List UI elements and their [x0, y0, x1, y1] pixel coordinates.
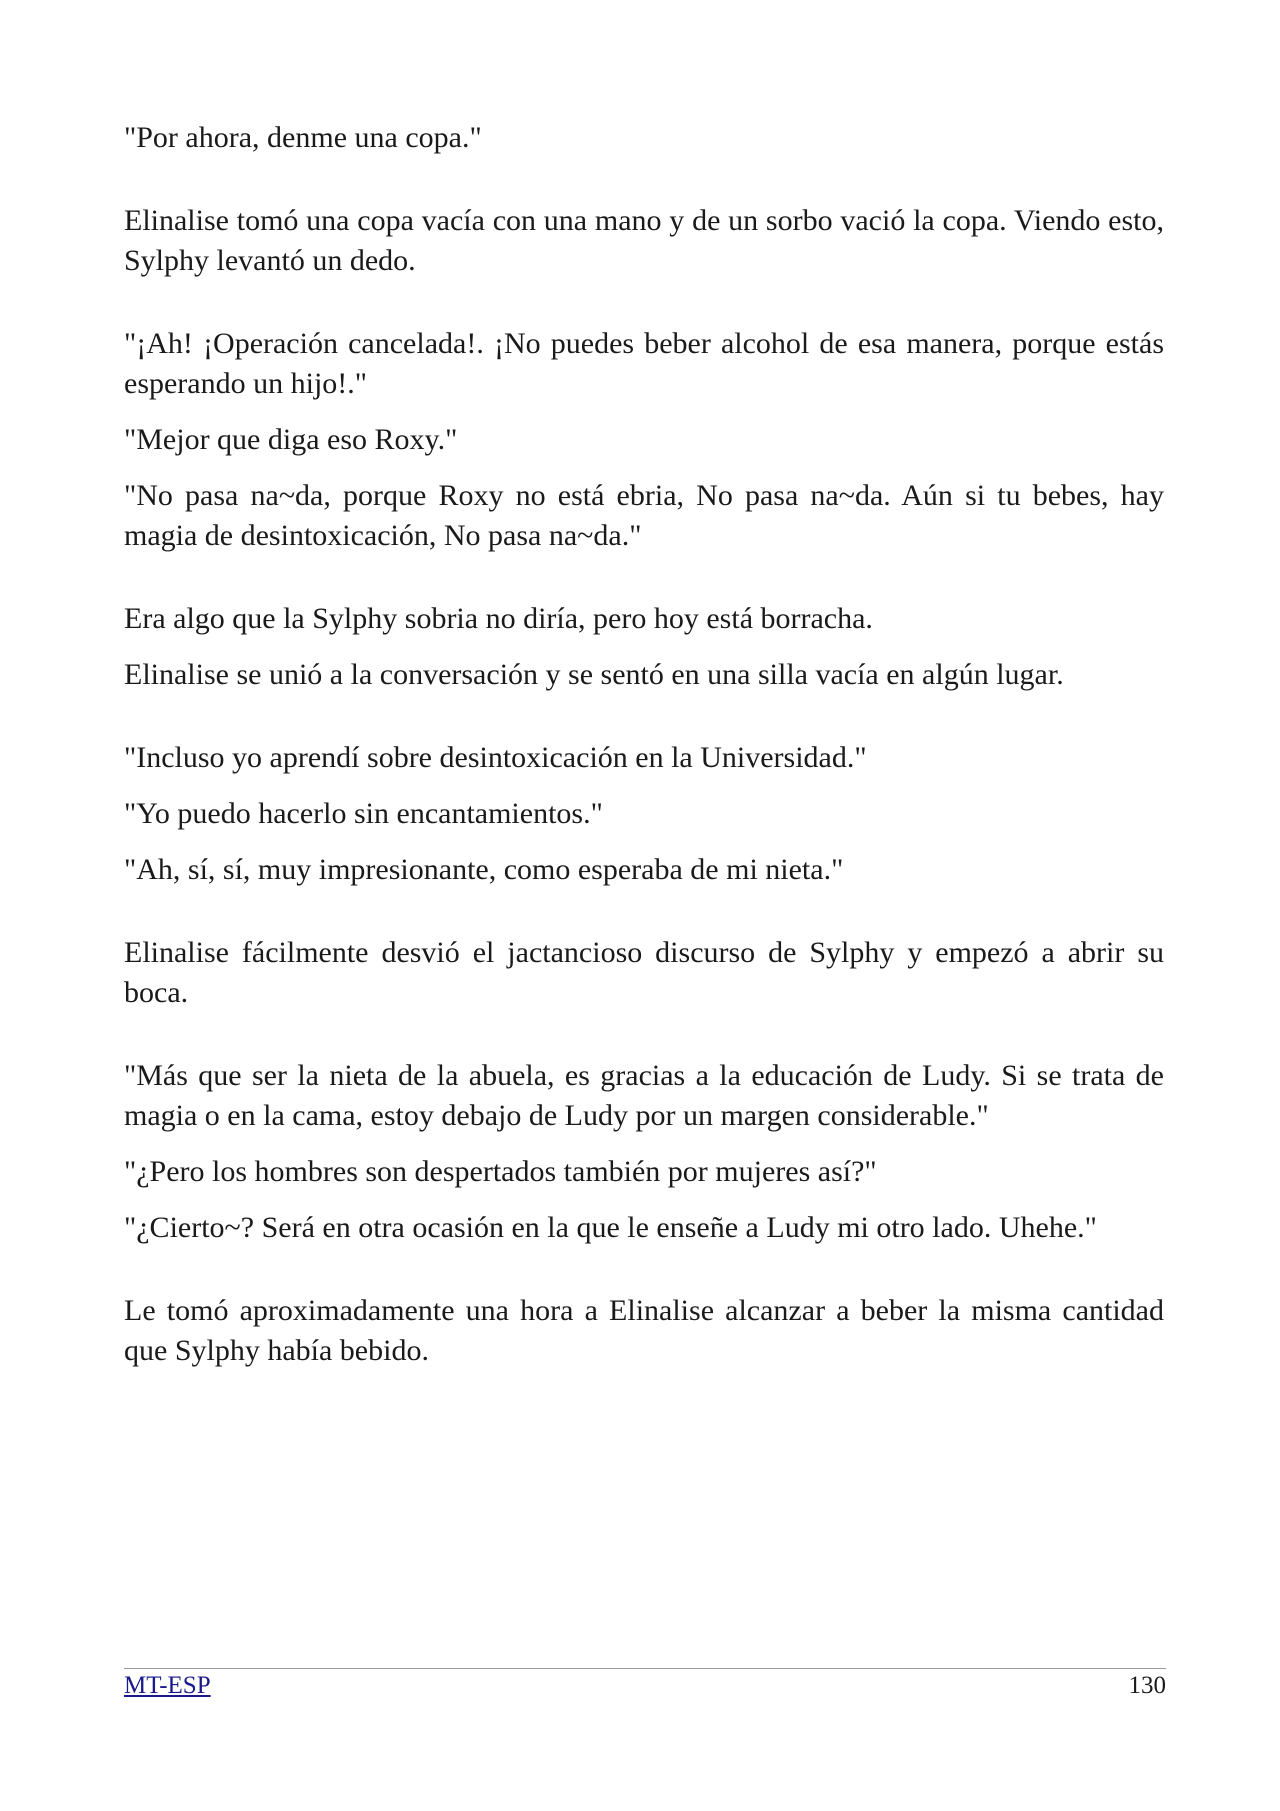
paragraph: "Por ahora, denme una copa.": [124, 121, 482, 154]
footer-divider: [124, 1668, 1166, 1669]
paragraph: "¿Cierto~? Será en otra ocasión en la que le enseñe a Ludy mi otro lado. Uhehe.": [124, 1211, 1097, 1244]
paragraph: Le tomó aproximadamente una hora a Elinalise alcanzar a beber la misma cantidad que Sylphy había bebido.: [124, 1294, 1164, 1367]
paragraph: Elinalise se unió a la conversación y se sentó en una silla vacía en algún lugar.: [124, 658, 1064, 691]
paragraph: "¡Ah! ¡Operación cancelada!. ¡No puedes beber alcohol de esa manera, porque estás esperando un hijo!.": [124, 327, 1164, 400]
page-body: [124, 118, 1164, 1371]
paragraph: "Ah, sí, sí, muy impresionante, como esperaba de mi nieta.": [124, 853, 844, 886]
paragraph: "Más que ser la nieta de la abuela, es gracias a la educación de Ludy. Si se trata de magia o en la cama, estoy debajo de Ludy por un margen considerable.": [124, 1059, 1164, 1132]
paragraph: "Mejor que diga eso Roxy.": [124, 423, 458, 456]
paragraph: "¿Pero los hombres son despertados también por mujeres así?": [124, 1155, 877, 1188]
paragraph: "Yo puedo hacerlo sin encantamientos.": [124, 797, 603, 830]
paragraph: "No pasa na~da, porque Roxy no está ebria, No pasa na~da. Aún si tu bebes, hay magia de desintoxicación, No pasa na~da.": [124, 479, 1164, 552]
footer-link[interactable]: MT-ESP: [124, 1672, 211, 1699]
paragraph: Era algo que la Sylphy sobria no diría, pero hoy está borracha.: [124, 602, 873, 635]
paragraph: Elinalise tomó una copa vacía con una mano y de un sorbo vació la copa. Viendo esto, Sylphy levantó un dedo.: [124, 204, 1164, 277]
paragraph: Elinalise fácilmente desvió el jactancioso discurso de Sylphy y empezó a abrir su boca.: [124, 936, 1164, 1009]
paragraph: "Incluso yo aprendí sobre desintoxicación en la Universidad.": [124, 741, 867, 774]
page-number: 130: [1128, 1672, 1166, 1699]
